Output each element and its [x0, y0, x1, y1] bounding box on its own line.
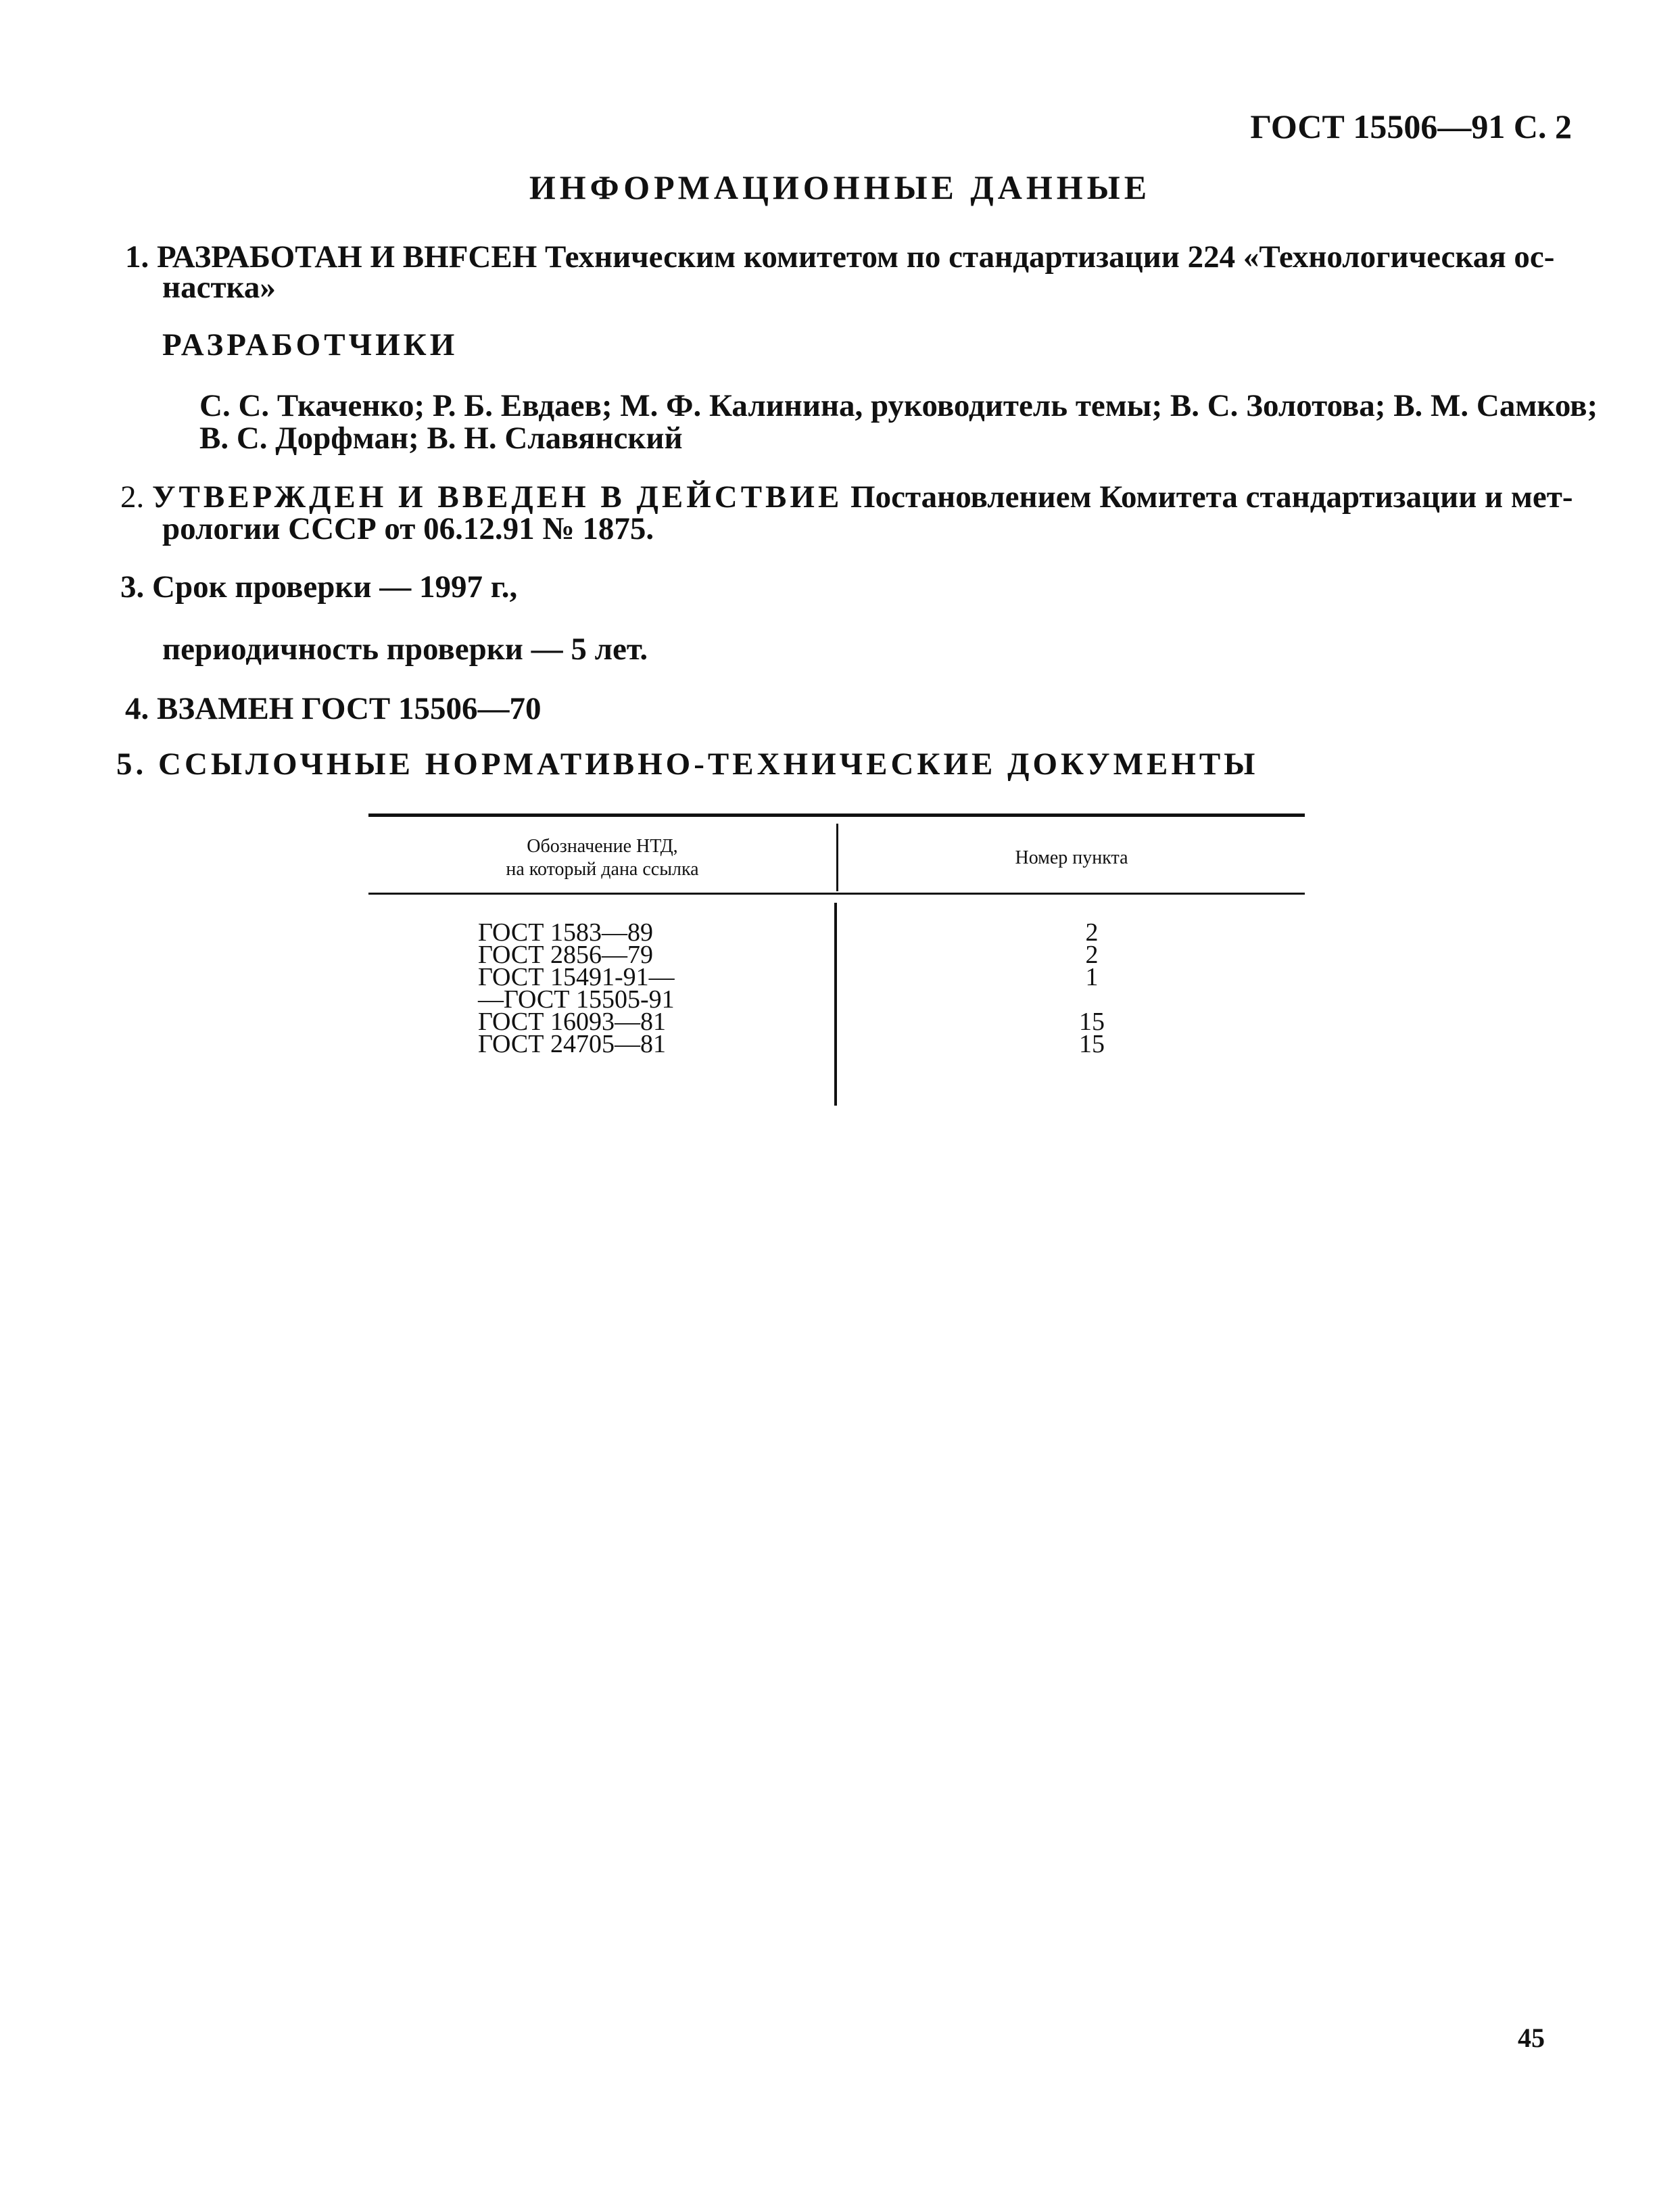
item-4: [125, 688, 542, 729]
table-top-rule: [368, 813, 1305, 817]
item-2-number: 2.: [120, 479, 145, 515]
item-2-text-continued: рологии СССР от 06.12.91 № 1875.: [162, 511, 654, 546]
table-cell-item: 2: [1085, 941, 1099, 969]
table-header-rule: [368, 893, 1305, 895]
document-reference: ГОСТ 15506—91 С. 2: [1250, 108, 1572, 145]
table-cell-ntd: ГОСТ 24705—81: [478, 1030, 666, 1058]
item-3-text: Срок проверки — 1997 г.,: [152, 569, 518, 605]
page-number: 45: [1518, 2023, 1545, 2053]
item-2-text: Постановлением Комитета стандартизации и мет-: [850, 479, 1573, 515]
item-5: [116, 744, 1258, 784]
column-header-ntd: [368, 835, 836, 881]
item-4-heading: ВЗАМЕН ГОСТ 15506—70: [157, 691, 542, 726]
table-cell-ntd: —ГОСТ 15505-91: [478, 985, 675, 1014]
item-2-heading: УТВЕРЖДЕН И ВВЕДЕН В ДЕЙСТВИЕ: [152, 479, 843, 515]
item-1-text: Техническим комитетом по стандартизации 224 «Технологическая ос-: [545, 239, 1555, 275]
table-cell-item: 2: [1085, 918, 1099, 947]
developers-line-2: В. С. Дорфман; В. Н. Славянский: [199, 421, 683, 456]
item-5-heading: ССЫЛОЧНЫЕ НОРМАТИВНО-ТЕХНИЧЕСКИЕ ДОКУМЕНТЫ: [158, 747, 1259, 782]
table-cell-item: 15: [1079, 1008, 1105, 1036]
developers-heading: РАЗРАБОТЧИКИ: [162, 327, 458, 362]
table-cell-item: 1: [1085, 963, 1099, 991]
item-3-text-continued: периодичность проверки — 5 лет.: [162, 632, 648, 667]
item-1-heading: РАЗРАБОТАН И ВНFСЕН: [157, 239, 537, 275]
developers-line-1: С. С. Ткаченко; Р. Б. Евдаев; М. Ф. Калинина, руководитель темы; В. С. Золотова; В. М. Самков;: [199, 388, 1598, 423]
table-cell-ntd: ГОСТ 15491-91—: [478, 963, 675, 991]
table-cell-ntd: ГОСТ 1583—89: [478, 918, 653, 947]
item-1-text-continued: настка»: [162, 270, 276, 305]
table-cell-ntd: ГОСТ 16093—81: [478, 1008, 666, 1036]
item-3: [120, 567, 517, 607]
page-title: ИНФОРМАЦИОННЫЕ ДАННЫЕ: [529, 168, 1151, 206]
item-4-number: 4.: [125, 691, 149, 726]
column-header-ntd-line2: на который дана ссылка: [506, 859, 699, 880]
table-body-divider: [834, 903, 837, 1106]
column-header-item: Номер пункта: [1015, 847, 1128, 868]
item-5-number: 5.: [116, 747, 147, 782]
table-cell-ntd: ГОСТ 2856—79: [478, 941, 653, 969]
item-3-number: 3.: [120, 569, 145, 605]
item-1-number: 1.: [125, 239, 149, 275]
table-cell-item: 15: [1079, 1030, 1105, 1058]
item-1: [125, 237, 1554, 277]
column-header-ntd-line1: Обозначение НТД,: [527, 836, 678, 857]
